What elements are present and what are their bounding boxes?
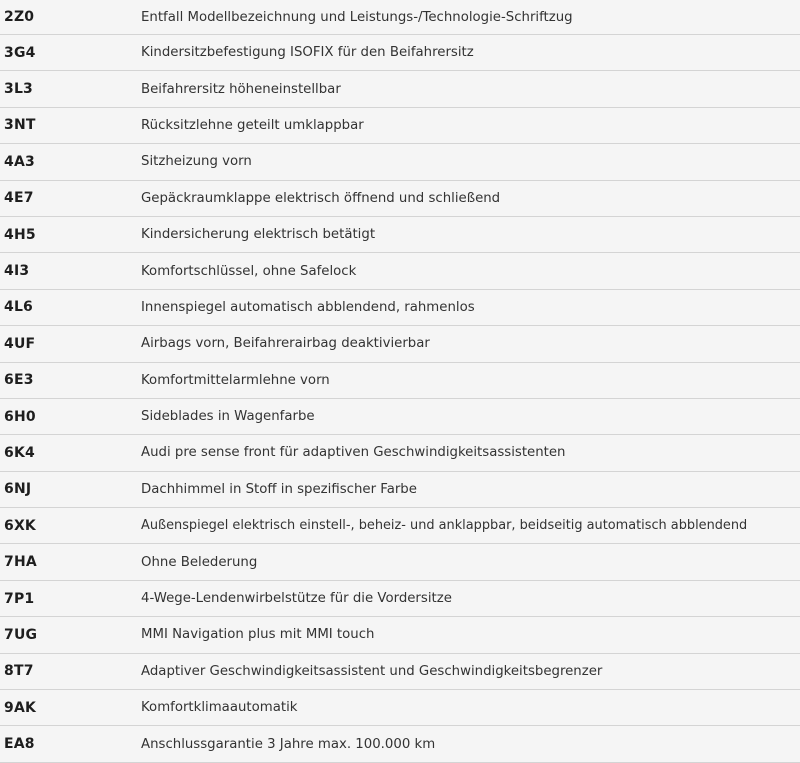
equipment-description: Entfall Modellbezeichnung und Leistungs-/Technologie-Schriftzug — [141, 9, 573, 25]
equipment-code: 7UG — [4, 626, 38, 643]
equipment-description: Komfortschlüssel, ohne Safelock — [141, 263, 357, 279]
equipment-code: 3L3 — [4, 81, 34, 98]
equipment-description: Adaptiver Geschwindigkeitsassistent und Geschwindigkeitsbegrenzer — [141, 663, 603, 679]
equipment-code: 6NJ — [4, 481, 32, 498]
table-row — [0, 690, 800, 726]
table-row — [0, 726, 800, 762]
equipment-description: Airbags vorn, Beifahrerairbag deaktivierbar — [141, 336, 430, 352]
equipment-code: 4H5 — [4, 226, 36, 243]
table-row — [0, 363, 800, 399]
equipment-code: 6H0 — [4, 408, 36, 425]
equipment-description: Innenspiegel automatisch abblendend, rahmenlos — [141, 299, 475, 315]
table-row — [0, 581, 800, 617]
table-row — [0, 181, 800, 217]
equipment-code: 7HA — [4, 554, 37, 571]
equipment-description: Audi pre sense front für adaptiven Geschwindigkeitsassistenten — [141, 445, 566, 461]
table-row — [0, 71, 800, 107]
table-row — [0, 35, 800, 71]
equipment-code: 3G4 — [4, 44, 36, 61]
table-row — [0, 108, 800, 144]
equipment-description: Komfortmittelarmlehne vorn — [141, 372, 330, 388]
equipment-description: Ohne Belederung — [141, 554, 258, 570]
equipment-description: Rücksitzlehne geteilt umklappbar — [141, 117, 364, 133]
equipment-description: Gepäckraumklappe elektrisch öffnend und schließend — [141, 190, 501, 206]
equipment-code: 2Z0 — [4, 9, 35, 25]
table-row — [0, 508, 800, 544]
table-row — [0, 253, 800, 289]
table-row — [0, 326, 800, 362]
equipment-description: Sitzheizung vorn — [141, 154, 252, 170]
equipment-description: Dachhimmel in Stoff in spezifischer Farbe — [141, 481, 417, 497]
table-row — [0, 472, 800, 508]
equipment-code: 8T7 — [4, 663, 34, 680]
equipment-code: 6XK — [4, 517, 36, 534]
equipment-description: Komfortklimaautomatik — [141, 700, 298, 716]
equipment-code: 4A3 — [4, 153, 35, 170]
equipment-description: 4-Wege-Lendenwirbelstütze für die Vordersitze — [141, 591, 452, 607]
table-row — [0, 144, 800, 180]
table-row — [0, 435, 800, 471]
table-row — [0, 290, 800, 326]
table-row — [0, 617, 800, 653]
equipment-description: Sideblades in Wagenfarbe — [141, 409, 315, 425]
table-row — [0, 654, 800, 690]
equipment-description: MMI Navigation plus mit MMI touch — [141, 627, 375, 643]
equipment-code: 9AK — [4, 699, 37, 716]
table-row — [0, 399, 800, 435]
equipment-description: Beifahrersitz höheneinstellbar — [141, 81, 341, 97]
table-row — [0, 544, 800, 580]
equipment-description: Außenspiegel elektrisch einstell-, beheiz- und anklappbar, beidseitig automatisch abblendend — [141, 518, 748, 534]
equipment-code: 6K4 — [4, 444, 35, 461]
equipment-code: 4UF — [4, 335, 36, 352]
equipment-description: Kindersitzbefestigung ISOFIX für den Beifahrersitz — [141, 45, 474, 61]
equipment-code: 3NT — [4, 117, 36, 134]
equipment-description: Anschlussgarantie 3 Jahre max. 100.000 km — [141, 736, 436, 752]
equipment-description: Kindersicherung elektrisch betätigt — [141, 227, 376, 243]
table-row — [0, 0, 800, 35]
equipment-code: 6E3 — [4, 372, 34, 389]
equipment-code: EA8 — [4, 736, 35, 753]
equipment-code: 4E7 — [4, 190, 34, 207]
equipment-code: 4L6 — [4, 299, 34, 316]
equipment-code: 4I3 — [4, 263, 30, 280]
equipment-code: 7P1 — [4, 590, 35, 607]
table-row — [0, 217, 800, 253]
